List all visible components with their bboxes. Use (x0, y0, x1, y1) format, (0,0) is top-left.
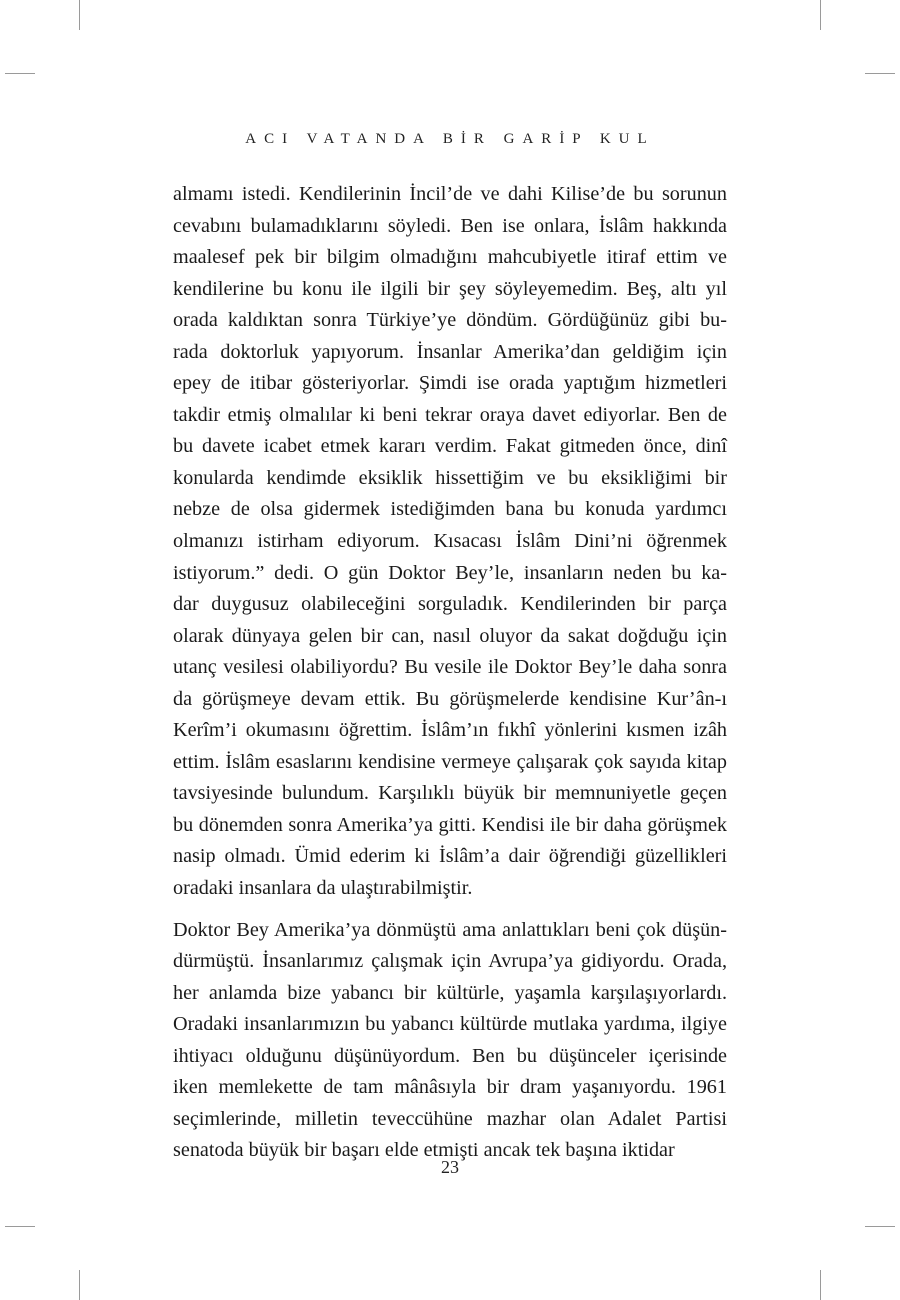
body-text (173, 179, 727, 1167)
text-line: bu dönemden sonra Amerika’ya gitti. Kendisi ile bir daha görüşmek (173, 813, 727, 836)
crop-mark-top-right (820, 0, 821, 30)
crop-mark-left-top (5, 73, 35, 74)
page-number: 23 (441, 1157, 459, 1177)
text-line: ettim. İslâm esaslarını kendisine vermeye çalışarak çok sayıda kitap (173, 750, 727, 773)
text-line: oradaki insanlara da ulaştırabilmiştir. (173, 877, 473, 900)
text-line: maalesef pek bir bilgim olmadığını mahcubiyetle itiraf ettim ve (173, 246, 727, 269)
paragraph (173, 915, 727, 1167)
text-line: Doktor Bey Amerika’ya dönmüştü ama anlattıkları beni çok düşün- (173, 918, 727, 941)
crop-mark-right-top (865, 73, 895, 74)
crop-mark-bottom-left (79, 1270, 80, 1300)
text-line: Kerîm’i okumasını öğrettim. İslâm’ın fıkhî yönlerini kısmen izâh (173, 719, 727, 742)
text-line: da görüşmeye devam ettik. Bu görüşmelerde kendisine Kur’ân-ı (173, 687, 727, 710)
text-line: almamı istedi. Kendilerinin İncil’de ve dahi Kilise’de bu sorunun (173, 183, 727, 205)
text-line: rada doktorluk yapıyorum. İnsanlar Amerika’dan geldiğim için (173, 340, 727, 363)
text-line: iken memlekette de tam mânâsıyla bir dram yaşanıyordu. 1961 (173, 1076, 727, 1099)
text-line: kendilerine bu konu ile ilgili bir şey söyleyemedim. Beş, altı yıl (173, 277, 727, 300)
text-line: dar duygusuz olabileceğini sorguladık. Kendilerinden bir parça (173, 593, 727, 616)
text-line: olarak dünyaya gelen bir can, nasıl oluyor da sakat doğduğu için (173, 624, 727, 647)
text-line: tavsiyesinde bulundum. Karşılıklı büyük bir memnuniyetle geçen (173, 782, 727, 805)
paragraph (173, 179, 727, 905)
text-line: utanç vesilesi olabiliyordu? Bu vesile ile Doktor Bey’le daha sonra (173, 656, 727, 679)
text-line: nasip olmadı. Ümid ederim ki İslâm’a dair öğrendiği güzellikleri (173, 845, 727, 868)
crop-mark-bottom-right (820, 1270, 821, 1300)
crop-mark-left-bottom (5, 1226, 35, 1227)
text-line: orada kaldıktan sonra Türkiye’ye döndüm. Gördüğünüz gibi bu- (173, 309, 727, 332)
text-line: olmanızı istirham ediyorum. Kısacası İslâm Dini’ni öğrenmek (173, 530, 727, 553)
text-line: konularda kendimde eksiklik hissettiğim ve bu eksikliğimi bir (173, 466, 727, 489)
crop-mark-right-bottom (865, 1226, 895, 1227)
text-line: bu davete icabet etmek kararı verdim. Fakat gitmeden önce, dinî (173, 435, 727, 458)
text-line: cevabını bulamadıklarını söyledi. Ben ise onlara, İslâm hakkında (173, 214, 727, 237)
text-line: nebze de olsa gidermek istediğimden bana bu konuda yardımcı (173, 498, 727, 521)
text-line: dürmüştü. İnsanlarımız çalışmak için Avrupa’ya gidiyordu. Orada, (173, 950, 727, 973)
text-line: epey de itibar gösteriyorlar. Şimdi ise orada yaptığım hizmetleri (173, 372, 727, 395)
text-line: ihtiyacı olduğunu düşünüyordum. Ben bu düşünceler içerisinde (173, 1044, 727, 1067)
text-line: senatoda büyük bir başarı elde etmişti ancak tek başına iktidar (173, 1139, 675, 1162)
crop-mark-top-left (79, 0, 80, 30)
text-line: Oradaki insanlarımızın bu yabancı kültürde mutlaka yardıma, ilgiye (173, 1013, 727, 1036)
running-head: ACI VATANDA BİR GARİP KUL (245, 131, 655, 147)
text-line: seçimlerinde, milletin teveccühüne mazhar olan Adalet Partisi (173, 1107, 727, 1130)
text-line: takdir etmiş olmalılar ki beni tekrar oraya davet ediyorlar. Ben de (173, 403, 727, 426)
text-line: her anlamda bize yabancı bir kültürle, yaşamla karşılaşıyorlardı. (173, 981, 727, 1004)
text-line: istiyorum.” dedi. O gün Doktor Bey’le, insanların neden bu ka- (173, 561, 727, 584)
